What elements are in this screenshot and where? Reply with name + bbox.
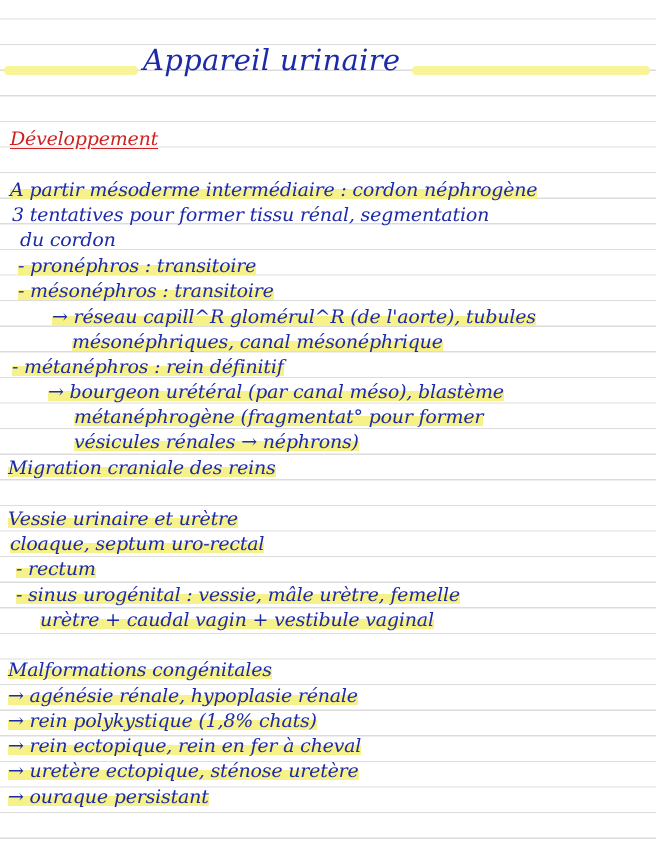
note-line: [10, 532, 264, 556]
note-line-text: vésicules rénales → néphrons): [74, 431, 359, 453]
page-title-text: Appareil urinaire: [143, 43, 401, 77]
note-line: [74, 430, 359, 454]
note-line-text: cloaque, septum uro-rectal: [10, 533, 265, 555]
note-line: [8, 785, 209, 809]
note-line-text: mésonéphriques, canal mésonéphrique: [72, 331, 443, 353]
note-line: [8, 684, 358, 708]
note-line-text: → agénésie rénale, hypoplasie rénale: [8, 685, 358, 707]
note-line-text: A partir mésoderme intermédiaire : cordon néphrogène: [10, 179, 538, 201]
note-line-text: → rein ectopique, rein en fer à cheval: [8, 735, 362, 757]
note-line: [8, 759, 359, 783]
note-line-text: - métanéphros : rein définitif: [12, 356, 284, 378]
section-heading-development: Développement: [10, 128, 159, 150]
note-line: [74, 405, 483, 429]
note-line-text: - mésonéphros : transitoire: [18, 280, 274, 302]
section-heading-malformations: [8, 658, 272, 682]
note-line-text: - sinus urogénital : vessie, mâle urètre, femelle: [16, 584, 460, 606]
note-line: 3 tentatives pour former tissu rénal, segmentation: [12, 204, 490, 226]
page-title: [0, 40, 656, 80]
note-line-text: - pronéphros : transitoire: [18, 255, 257, 277]
note-line: [8, 709, 317, 733]
note-line-text: → bourgeon urétéral (par canal méso), blastème: [48, 381, 504, 403]
note-line-text: urètre + caudal vagin + vestibule vaginal: [40, 609, 434, 631]
note-line: [16, 557, 96, 581]
note-line: [10, 178, 537, 202]
note-line: [16, 583, 460, 607]
note-line-text: Migration craniale des reins: [8, 457, 276, 479]
note-line-text: - rectum: [16, 558, 96, 580]
note-line-text: métanéphrogène (fragmentat° pour former: [74, 406, 484, 428]
section-heading-text: Vessie urinaire et urètre: [8, 508, 238, 530]
note-line: [8, 734, 361, 758]
note-line: [52, 305, 536, 329]
note-line-text: → rein polykystique (1,8% chats): [8, 710, 317, 732]
section-heading-text: Malformations congénitales: [8, 659, 272, 681]
note-line: [12, 355, 284, 379]
note-line: [72, 330, 443, 354]
note-line: du cordon: [20, 229, 116, 251]
title-highlight-right: [412, 66, 650, 75]
note-line: [40, 608, 434, 632]
title-highlight-left: [4, 66, 138, 75]
note-line-text: → uretère ectopique, sténose uretère: [8, 760, 359, 782]
note-line-text: → réseau capill^R glomérul^R (de l'aorte), tubules: [52, 306, 536, 328]
note-line: [18, 254, 256, 278]
note-line: [8, 456, 276, 480]
note-line: [18, 279, 274, 303]
note-line-text: → ouraque persistant: [8, 786, 209, 808]
section-heading-bladder: [8, 507, 238, 531]
note-line: [48, 380, 504, 404]
